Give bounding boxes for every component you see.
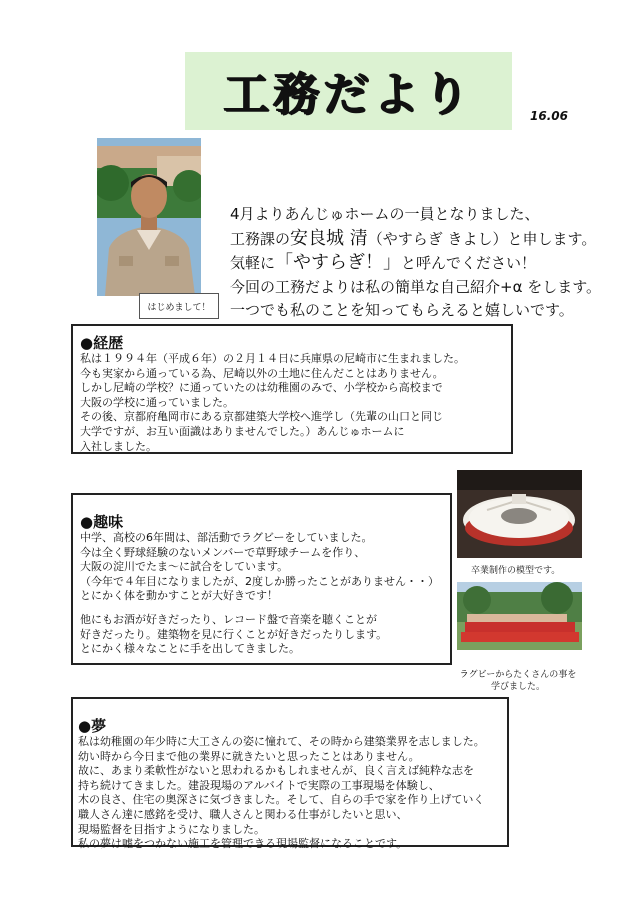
hobby-line: とにかく様々なことに手を出してきました。	[80, 642, 300, 656]
dream-line: 幼い時から今日まで他の業界に就きたいと思ったことはありません。	[78, 749, 420, 763]
career-line: 入社しました。	[80, 439, 157, 453]
nickname: 「やすらぎ！」	[275, 252, 402, 273]
hobby-heading: ●趣味	[80, 513, 124, 531]
dream-heading: ●夢	[78, 717, 107, 735]
intro-line-2-suffix: （やすらぎ きよし）と申します。	[367, 229, 597, 248]
intro-line-2-prefix: 工務課の	[230, 229, 291, 248]
career-line: 今も実家から通っている為、尼崎以外の土地に住んだことはありません。	[80, 366, 444, 380]
career-line: その後、京都府亀岡市にある京都建築大学校へ進学し（先輩の山口と同じ	[80, 410, 443, 424]
team-caption-line-2: 学びました。	[490, 682, 545, 692]
author-name: 安良城 清	[290, 227, 368, 249]
hobby-body	[80, 531, 450, 657]
model-caption: 卒業制作の模型です。	[471, 566, 561, 576]
intro-text	[230, 203, 630, 323]
career-heading: ●経歴	[80, 334, 124, 352]
rugby-team-photo	[457, 582, 582, 650]
career-section	[71, 324, 513, 454]
intro-line-3-suffix: と呼んでください！	[401, 254, 537, 272]
career-line: 大阪の学校に通っていました。	[80, 395, 234, 409]
dream-line: 私は幼稚園の年少時に大工さんの姿に憧れて、その時から建築業界を志しました。	[78, 735, 485, 748]
hobby-line: 今は全く野球経験のないメンバーで草野球チームを作り、	[80, 545, 366, 559]
issue-date: 16.06	[530, 109, 568, 123]
dream-body	[78, 735, 507, 852]
graduation-model-photo	[457, 470, 582, 558]
newsletter-title: 工務だより	[223, 67, 474, 121]
career-line: しかし尼崎の学校？に通っていたのは幼稚園のみで、小学校から高校まで	[80, 381, 443, 395]
dream-line: 職人さん達に感銘を受け、職人さんと関わる仕事がしたいと思い、	[78, 807, 408, 821]
intro-line-3	[230, 251, 630, 276]
team-caption	[457, 669, 579, 693]
dream-line: 私の夢は嘘をつかない施工を管理できる現場監督になることです。	[78, 837, 408, 851]
dream-line: 現場監督を目指すようになりました。	[78, 822, 265, 836]
intro-line-2	[230, 227, 630, 252]
hobby-line: 大阪の淀川でたま～に試合をしています。	[80, 560, 289, 574]
career-body	[80, 352, 511, 454]
dream-line: 故に、あまり柔軟性がないと思われるかもしれませんが、良く言えば純粋な志を	[78, 764, 474, 778]
dream-line: 木の良さ、住宅の奥深さに気づきました。そして、自らの手で家を作り上げていく	[78, 793, 485, 807]
hobby-section	[71, 493, 452, 665]
hobby-line: とにかく体を動かすことが大好きです！	[80, 589, 278, 603]
dream-line: 持ち続けてきました。建設現場のアルバイトで実際の工事現場を体験し、	[78, 778, 440, 792]
greeting-label: はじめまして！	[139, 293, 219, 319]
hobby-line: 中学、高校の6年間は、部活動でラグビーをしていました。	[80, 531, 373, 544]
hobby-line: （今年で４年目になりましたが、2度しか勝ったことがありません・・）	[80, 574, 439, 588]
intro-line-4: 今回の工務だよりは私の簡単な自己紹介+α をします。	[230, 277, 602, 296]
paragraph-gap	[80, 604, 450, 613]
team-caption-line-1: ラグビーからたくさんの事を	[459, 670, 577, 680]
intro-line-5: 一つでも私のことを知ってもらえると嬉しいです。	[230, 301, 574, 319]
career-line: 私は１９９４年（平成６年）の２月１４日に兵庫県の尼崎市に生まれました。	[80, 352, 465, 365]
title-banner	[185, 52, 512, 130]
intro-line-1: 4月よりあんじゅホームの一員となりました、	[230, 205, 540, 223]
hobby-line: 好きだったり。建築物を見に行くことが好きだったりします。	[80, 627, 388, 641]
portrait-photo	[97, 138, 201, 296]
hobby-line: 他にもお酒が好きだったり、レコード盤で音楽を聴くことが	[80, 612, 377, 626]
intro-line-3-prefix: 気軽に	[230, 254, 276, 272]
dream-section	[71, 697, 509, 851]
career-line: 大学ですが、お互い面識はありませんでした。）あんじゅホームに	[80, 424, 405, 438]
